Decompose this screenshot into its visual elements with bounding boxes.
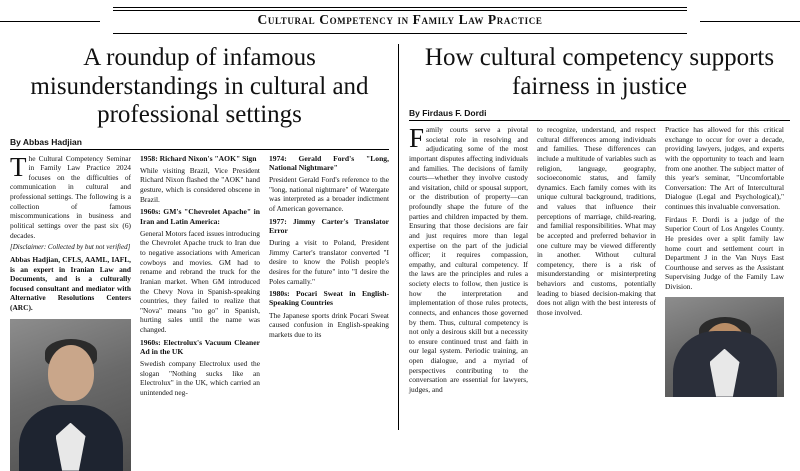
right-author-bio: Firdaus F. Dordi is a judge of the Superior Court of Los Angeles County. He presides over a split family law home court and settlement court in Department J in the Van Nuys East Courthouse and serves as the Assistant Supervising Judge of the Family Law Division.	[665, 214, 784, 291]
left-column-1	[10, 151, 131, 471]
masthead-title: Cultural Competency in Family Law Practice	[257, 12, 543, 27]
left-item-4-body: During a visit to Poland, President Jimmy Carter's translator converted "I desire to know the Polish people's desires for the future" into "I desire the Poles carnally."	[269, 238, 389, 286]
left-item-2-body: Swedish company Electrolux used the slogan "Nothing sucks like an Electrolux" in the UK, which carried an unintended neg-	[140, 359, 260, 397]
right-column-2	[537, 125, 656, 398]
left-item-2-subhead: 1960s: Electrolux's Vacuum Cleaner Ad in the UK	[140, 337, 260, 356]
right-byline: By Firdaus F. Dordi	[409, 108, 790, 121]
newspaper-page	[0, 7, 800, 457]
left-item-4-subhead: 1977: Jimmy Carter's Translator Error	[269, 216, 389, 235]
right-column-1	[409, 125, 528, 398]
right-paragraph-2: to recognize, understand, and respect cultural differences among individuals and families. These differences can include a multitude of variables such as religion, language, geography, socioeconomic status, and family dynamics. Each family comes with its unique cultural background, traditions, and values that influence their perceptions of marriage, child-rearing, and familial responsibilities. What may be accepted and preferred behavior in one culture may be viewed differently in another. Without cultural competency, there is a risk of misunderstanding or misinterpreting behaviors and customs, potentially leading to biased decision-making that does not align with the best interests of those involved.	[537, 125, 656, 317]
left-item-5-body: The Japanese sports drink Pocari Sweat caused confusion in English-speaking markets due to its	[269, 310, 389, 339]
left-disclaimer: [Disclaimer: Collected by but not verified]	[10, 243, 131, 252]
left-author-bio: Abbas Hadjian, CFLS, AAML, IAFL, is an expert in Iranian Law and Documents, and is a culturally focused consultant and mediator with Alternative Resolutions Centers (ARC).	[10, 254, 131, 312]
right-headline: How cultural competency supports fairness in justice	[424, 44, 775, 100]
portrait-photo-abbas-hadjian	[10, 319, 131, 471]
left-byline: By Abbas Hadjian	[10, 137, 389, 150]
left-lede: The Cultural Competency Seminar in Family Law Practice 2024 focuses on the difficulties of communication in cultural and professional settings. The following is a collection of famous miscommunications in business and political settings over the past six (6) decades.	[10, 151, 131, 240]
left-item-1-subhead: 1960s: GM's "Chevrolet Apache" in Iran and Latin America:	[140, 207, 260, 226]
masthead-right-rule	[700, 21, 800, 22]
left-column-2	[140, 154, 260, 471]
left-item-3-body: President Gerald Ford's reference to the "long, national nightmare" of Watergate was interpreted as a broader indictment of American governance.	[269, 175, 389, 213]
page-body	[10, 44, 790, 430]
right-paragraph-1: Family courts serve a pivotal societal role in resolving and adjudicating some of the most important disputes affecting individuals and families. The decisions of family courts—whether they involve custody and visitation, child or spousal support, or the distribution of property—can profoundly shape the future of the parties and children impacted by them. Ensuring that those decisions are fair and just requires more than legal expertise on the part of the judicial officer; it requires compassion, empathy, and cultural competency. If the laws are the principles and rules a society elects to follow, then justice is how the interpretation and implementation of those rules protects, connects, and enhances those governed by them. Thus, cultural competency is not only a desirous skill but a necessity to ensure continued trust and faith in our legal system. Periodic training, an open dialogue, and a myriad of perspectives contributing to the conversation are essential for lawyers, judges, and	[409, 123, 528, 394]
masthead-left-rule	[0, 21, 100, 22]
left-headline: A roundup of infamous misunderstandings in cultural and professional settings	[30, 44, 369, 128]
left-columns	[10, 151, 389, 471]
left-article	[10, 44, 399, 430]
right-columns	[409, 125, 790, 398]
masthead	[113, 7, 687, 34]
left-item-0-body: While visiting Brazil, Vice President Richard Nixon flashed the "AOK" hand gesture, which is considered obscene in Brazil.	[140, 165, 260, 204]
portrait-photo-firdaus-dordi	[665, 297, 784, 397]
right-column-3	[665, 125, 784, 398]
left-column-3	[269, 154, 389, 471]
right-article	[399, 44, 790, 430]
portrait-head	[48, 345, 94, 401]
masthead-inner-rule	[113, 10, 687, 11]
left-item-0-subhead: 1958: Richard Nixon's "AOK" Sign	[140, 153, 257, 163]
right-paragraph-3: Practice has allowed for this critical exchange to occur for over a decade, providing lawyers, judges, and experts with the opportunity to teach and learn from one another. The subject matter of this year's seminar, "Uncomfortable Conversation: The Art of Intercultural Dialogue (Legal and Psychological)," continues this invaluable conversation.	[665, 125, 784, 211]
left-item-1-body: General Motors faced issues introducing the Chevrolet Apache truck to Iran due to negative associations with American cowboys and movies. GM had to rename and rebrand the truck for the Iranian market. When GM introduced the Chevy Nova in Spanish-speaking countries, they failed to realize that "Nova" means "no go" in Spanish, hurting sales until the name was changed.	[140, 228, 260, 334]
left-item-5-subhead: 1980s: Pocari Sweat in English-Speaking Countries	[269, 289, 389, 308]
left-item-3-subhead: 1974: Gerald Ford's "Long, National Nightmare"	[269, 153, 389, 172]
